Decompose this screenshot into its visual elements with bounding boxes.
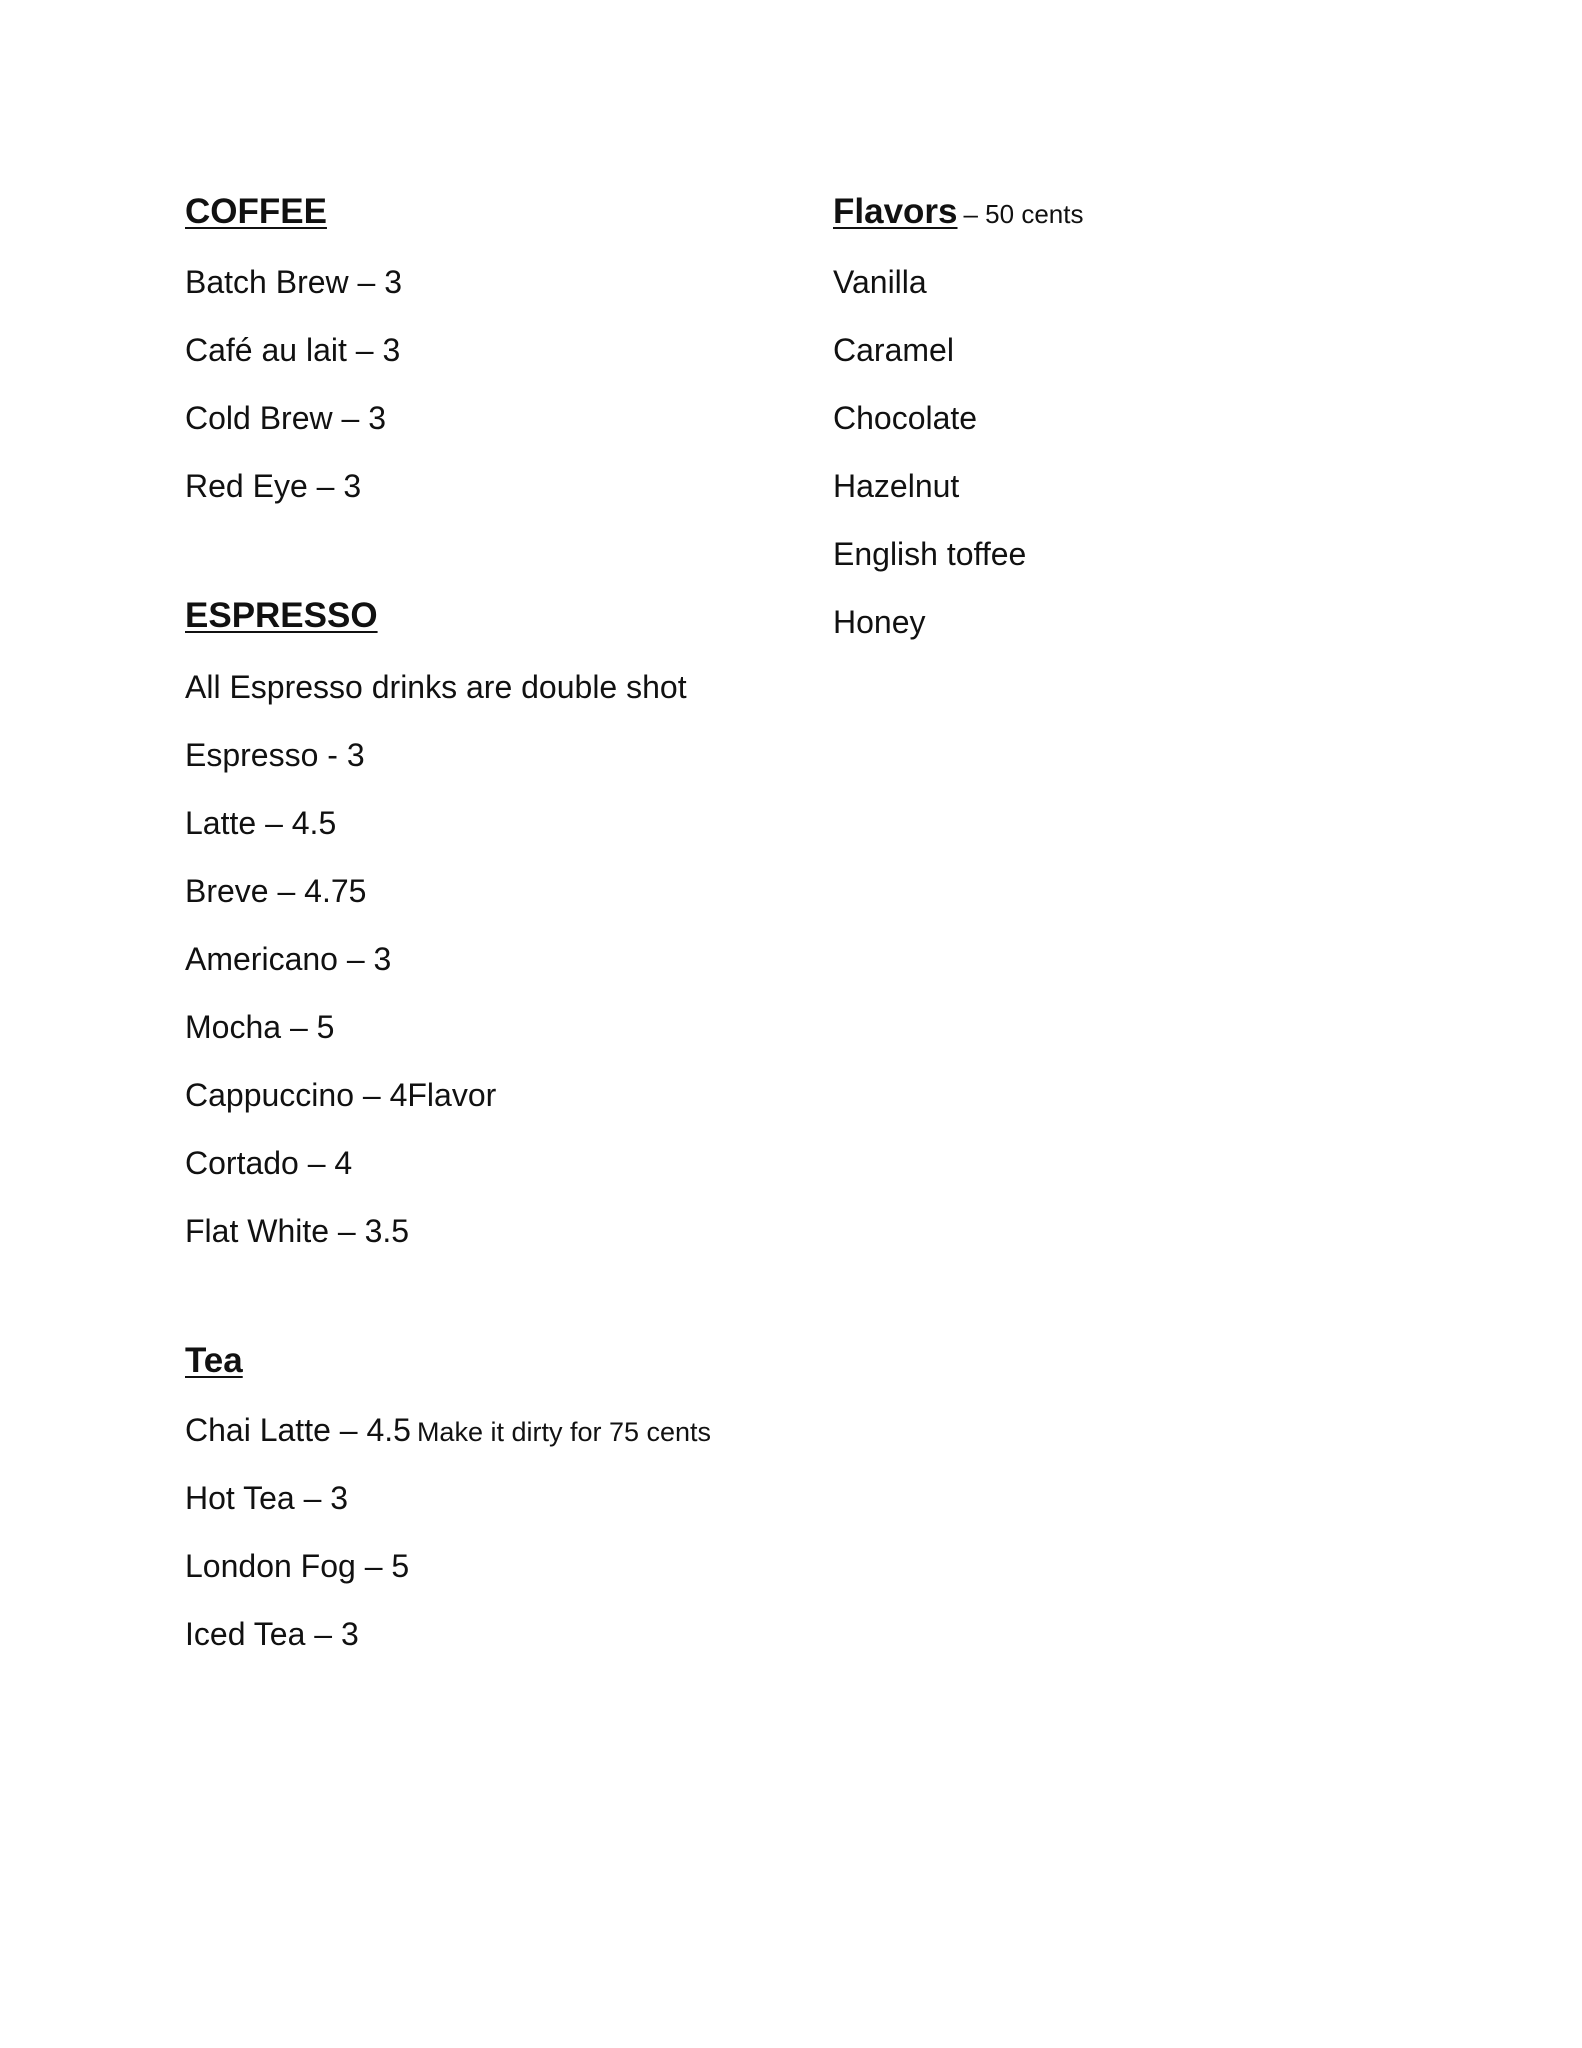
coffee-heading: COFFEE [185, 192, 327, 231]
menu-item-note: Make it dirty for 75 cents [416, 1417, 712, 1447]
menu-item: Cortado – 4 [185, 1145, 353, 1181]
flavors-heading-label: Flavors [833, 192, 958, 231]
flavor-item: English toffee [833, 536, 1027, 572]
espresso-note: All Espresso drinks are double shot [185, 669, 687, 705]
menu-item: Batch Brew – 3 [185, 264, 402, 300]
flavors-heading [833, 194, 1083, 229]
menu-item: Breve – 4.75 [185, 873, 367, 909]
menu-item: Espresso - 3 [185, 737, 365, 773]
menu-item [185, 1414, 711, 1446]
flavor-item: Vanilla [833, 264, 927, 300]
menu-item: Americano – 3 [185, 941, 392, 977]
flavor-item: Chocolate [833, 400, 978, 436]
flavor-item: Hazelnut [833, 468, 960, 504]
menu-item: Café au lait – 3 [185, 332, 401, 368]
flavors-price-note: – 50 cents [963, 199, 1084, 229]
menu-item: Iced Tea – 3 [185, 1616, 359, 1652]
espresso-heading: ESPRESSO [185, 596, 378, 635]
menu-item: London Fog – 5 [185, 1548, 410, 1584]
menu-item: Mocha – 5 [185, 1009, 335, 1045]
flavor-item: Caramel [833, 332, 954, 368]
menu-item: Cold Brew – 3 [185, 400, 386, 436]
tea-heading: Tea [185, 1341, 243, 1380]
flavor-item: Honey [833, 604, 926, 640]
menu-item: Latte – 4.5 [185, 805, 337, 841]
menu-item: Red Eye – 3 [185, 468, 362, 504]
menu-item: Cappuccino – 4Flavor [185, 1077, 497, 1113]
menu-item: Hot Tea – 3 [185, 1480, 349, 1516]
menu-item-label: Chai Latte – 4.5 [185, 1412, 411, 1448]
menu-item: Flat White – 3.5 [185, 1213, 410, 1249]
